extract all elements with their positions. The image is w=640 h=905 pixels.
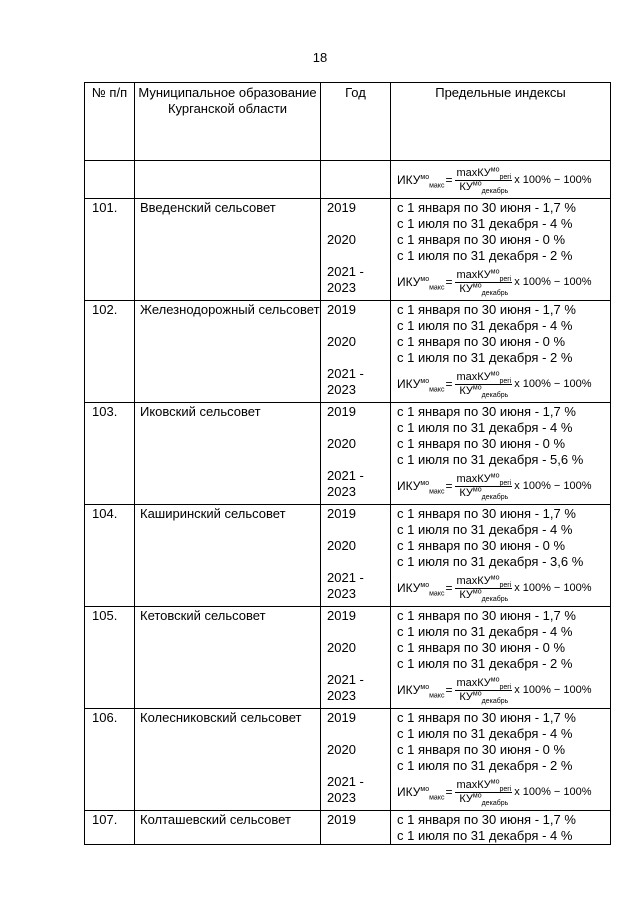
formula: $ИКУ^{мо}_{макс}$ = $\frac{\max КУ^{мо}_{peri}}{КУ^{мо}_{декабрь}}$ x 100% − 100% bbox=[397, 369, 592, 399]
index-line: с 1 января по 30 июня - 1,7 % bbox=[397, 200, 576, 215]
index-line: с 1 января по 30 июня - 0 % bbox=[397, 334, 566, 349]
municipality-name: Каширинский сельсовет bbox=[135, 505, 321, 607]
years-cell bbox=[321, 301, 391, 403]
index-line: с 1 июля по 31 декабря - 4 % bbox=[397, 318, 573, 333]
index-line: с 1 января по 30 июня - 0 % bbox=[397, 436, 566, 451]
index-line: с 1 июля по 31 декабря - 4 % bbox=[397, 624, 573, 639]
index-line: с 1 января по 30 июня - 1,7 % bbox=[397, 608, 576, 623]
municipality-name: Введенский сельсовет bbox=[135, 199, 321, 301]
year: 2023 bbox=[327, 280, 356, 295]
index-line: с 1 июля по 31 декабря - 4 % bbox=[397, 216, 573, 231]
table-row bbox=[85, 607, 611, 709]
years-cell bbox=[321, 607, 391, 709]
indices-cell bbox=[391, 301, 611, 403]
table-row bbox=[85, 709, 611, 811]
municipality-name: Иковский сельсовет bbox=[135, 403, 321, 505]
row-number: 103. bbox=[85, 403, 135, 505]
year: 2020 bbox=[327, 436, 356, 451]
header-indices: Предельные индексы bbox=[391, 83, 611, 161]
indices-cell bbox=[391, 403, 611, 505]
municipality-name: Колташевский сельсовет bbox=[135, 811, 321, 845]
index-line: с 1 января по 30 июня - 0 % bbox=[397, 742, 566, 757]
municipality-name: Колесниковский сельсовет bbox=[135, 709, 321, 811]
index-line: с 1 января по 30 июня - 0 % bbox=[397, 538, 566, 553]
year: 2019 bbox=[327, 302, 356, 317]
index-line: с 1 января по 30 июня - 1,7 % bbox=[397, 710, 576, 725]
years-cell bbox=[321, 709, 391, 811]
year: 2021 - bbox=[327, 366, 364, 381]
index-line: с 1 июля по 31 декабря - 4 % bbox=[397, 726, 573, 741]
year: 2021 - bbox=[327, 774, 364, 789]
formula: $ИКУ^{мо}_{макс}$ = $\frac{\max КУ^{мо}_{peri}}{КУ^{мо}_{декабрь}}$ x 100% − 100% bbox=[397, 165, 592, 195]
formula: $ИКУ^{мо}_{макс}$ = $\frac{\max КУ^{мо}_{peri}}{КУ^{мо}_{декабрь}}$ x 100% − 100% bbox=[397, 471, 592, 501]
table-row bbox=[85, 301, 611, 403]
row-number: 102. bbox=[85, 301, 135, 403]
index-line: с 1 июля по 31 декабря - 2 % bbox=[397, 656, 573, 671]
index-line: с 1 июля по 31 декабря - 4 % bbox=[397, 522, 573, 537]
year: 2019 bbox=[327, 812, 356, 827]
indices-cell bbox=[391, 811, 611, 845]
index-line: с 1 июля по 31 декабря - 3,6 % bbox=[397, 554, 584, 569]
table-row bbox=[85, 199, 611, 301]
indices-cell bbox=[391, 709, 611, 811]
years-cell bbox=[321, 403, 391, 505]
years-cell bbox=[321, 811, 391, 845]
row-number: 107. bbox=[85, 811, 135, 845]
index-line: с 1 января по 30 июня - 1,7 % bbox=[397, 302, 576, 317]
index-line: с 1 июля по 31 декабря - 4 % bbox=[397, 828, 573, 843]
year: 2020 bbox=[327, 334, 356, 349]
formula-continuation-row bbox=[85, 161, 611, 199]
indices-cell bbox=[391, 607, 611, 709]
indices-cell bbox=[391, 505, 611, 607]
year: 2021 - bbox=[327, 570, 364, 585]
indices-cell bbox=[391, 199, 611, 301]
formula: $ИКУ^{мо}_{макс}$ = $\frac{\max КУ^{мо}_{peri}}{КУ^{мо}_{декабрь}}$ x 100% − 100% bbox=[397, 267, 592, 297]
year: 2020 bbox=[327, 538, 356, 553]
index-line: с 1 января по 30 июня - 1,7 % bbox=[397, 812, 576, 827]
year: 2019 bbox=[327, 506, 356, 521]
municipality-name: Кетовский сельсовет bbox=[135, 607, 321, 709]
year: 2020 bbox=[327, 232, 356, 247]
year: 2023 bbox=[327, 688, 356, 703]
formula: $ИКУ^{мо}_{макс}$ = $\frac{\max КУ^{мо}_{peri}}{КУ^{мо}_{декабрь}}$ x 100% − 100% bbox=[397, 675, 592, 705]
index-line: с 1 июля по 31 декабря - 2 % bbox=[397, 758, 573, 773]
year: 2019 bbox=[327, 200, 356, 215]
year: 2019 bbox=[327, 710, 356, 725]
municipality-name: Железнодорожный сельсовет bbox=[135, 301, 321, 403]
header-num: № п/п bbox=[85, 83, 135, 161]
index-line: с 1 июля по 31 декабря - 5,6 % bbox=[397, 452, 584, 467]
year: 2019 bbox=[327, 608, 356, 623]
indices-table bbox=[84, 82, 611, 845]
row-number: 106. bbox=[85, 709, 135, 811]
year: 2023 bbox=[327, 790, 356, 805]
year: 2020 bbox=[327, 742, 356, 757]
table-row bbox=[85, 505, 611, 607]
year: 2023 bbox=[327, 586, 356, 601]
years-cell bbox=[321, 199, 391, 301]
row-number: 104. bbox=[85, 505, 135, 607]
year: 2019 bbox=[327, 404, 356, 419]
year: 2023 bbox=[327, 484, 356, 499]
row-number: 105. bbox=[85, 607, 135, 709]
year: 2020 bbox=[327, 640, 356, 655]
year: 2021 - bbox=[327, 468, 364, 483]
index-line: с 1 января по 30 июня - 0 % bbox=[397, 640, 566, 655]
header-municipality: Муниципальное образование Курганской области bbox=[135, 83, 321, 161]
header-year: Год bbox=[321, 83, 391, 161]
year: 2021 - bbox=[327, 264, 364, 279]
index-line: с 1 июля по 31 декабря - 2 % bbox=[397, 248, 573, 263]
year: 2021 - bbox=[327, 672, 364, 687]
table-row bbox=[85, 403, 611, 505]
year: 2023 bbox=[327, 382, 356, 397]
formula: $ИКУ^{мо}_{макс}$ = $\frac{\max КУ^{мо}_{peri}}{КУ^{мо}_{декабрь}}$ x 100% − 100% bbox=[397, 777, 592, 807]
index-line: с 1 января по 30 июня - 1,7 % bbox=[397, 506, 576, 521]
index-line: с 1 января по 30 июня - 1,7 % bbox=[397, 404, 576, 419]
table-row bbox=[85, 811, 611, 845]
formula: $ИКУ^{мо}_{макс}$ = $\frac{\max КУ^{мо}_{peri}}{КУ^{мо}_{декабрь}}$ x 100% − 100% bbox=[397, 573, 592, 603]
index-line: с 1 июля по 31 декабря - 2 % bbox=[397, 350, 573, 365]
index-line: с 1 января по 30 июня - 0 % bbox=[397, 232, 566, 247]
years-cell bbox=[321, 505, 391, 607]
row-number: 101. bbox=[85, 199, 135, 301]
page-number: 18 bbox=[312, 50, 328, 65]
index-line: с 1 июля по 31 декабря - 4 % bbox=[397, 420, 573, 435]
header-row bbox=[85, 83, 611, 161]
